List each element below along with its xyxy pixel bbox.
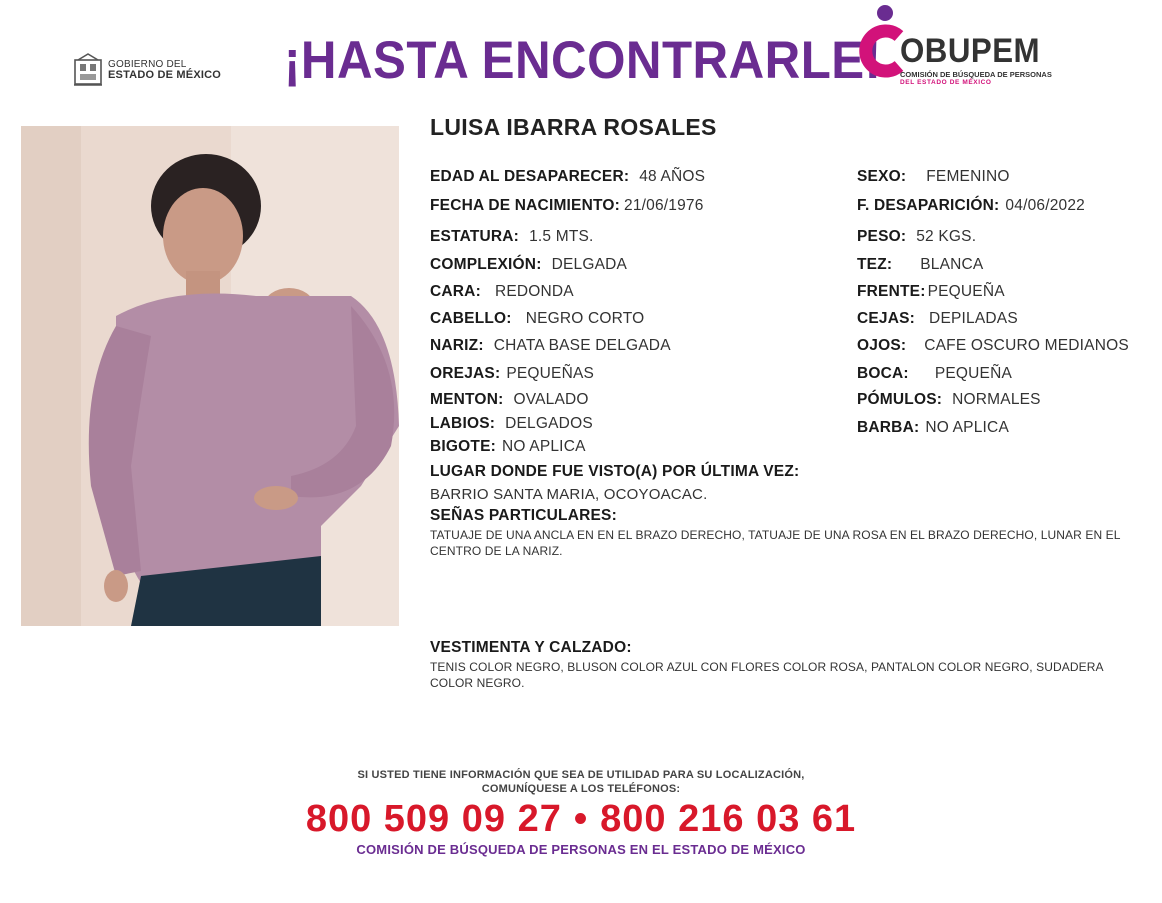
field-lips-value: DELGADOS <box>505 415 593 432</box>
gov-line-1: GOBIERNO DEL <box>108 59 187 70</box>
field-birthdate <box>430 197 704 215</box>
person-photo <box>21 126 399 626</box>
field-cheekbones <box>857 391 1041 409</box>
field-mouth-value: PEQUEÑA <box>934 365 1013 382</box>
field-mouth-label: BOCA: <box>857 365 909 382</box>
field-chin <box>430 391 589 409</box>
field-eyebrows-value: DEPILADAS <box>929 310 1018 327</box>
field-nose-value: CHATA BASE DELGADA <box>493 337 671 354</box>
field-face <box>430 283 574 301</box>
phone-numbers <box>0 798 1162 841</box>
field-mustache <box>430 438 586 456</box>
field-age-label: EDAD AL DESAPARECER: <box>430 168 630 185</box>
field-disappearance-date-value: 04/06/2022 <box>1005 197 1085 214</box>
field-beard-label: BARBA: <box>857 419 920 436</box>
field-beard-value: NO APLICA <box>925 419 1009 436</box>
field-weight <box>857 228 976 246</box>
marks-label: SEÑAS PARTICULARES: <box>430 507 617 524</box>
field-weight-value: 52 KGS. <box>916 228 977 245</box>
marks-value: TATUAJE DE UNA ANCLA EN EN EL BRAZO DERECHO, TATUAJE DE UNA ROSA EN EL BRAZO DERECHO, LUNAR EN EL CENTRO DE LA NARIZ. <box>430 528 1121 558</box>
field-eyes-value: CAFE OSCURO MEDIANOS <box>924 337 1129 354</box>
field-sex <box>857 168 1010 186</box>
clothing-value: TENIS COLOR NEGRO, BLUSON COLOR AZUL CON FLORES COLOR ROSA, PANTALON COLOR NEGRO, SUDADERA COLOR NEGRO. <box>430 660 1103 690</box>
commission-name: COMISIÓN DE BÚSQUEDA DE PERSONAS EN EL ESTADO DE MÉXICO <box>356 842 806 857</box>
field-hair-label: CABELLO: <box>430 310 512 327</box>
field-eyes <box>857 337 1129 355</box>
org-subtitle-1: COMISIÓN DE BÚSQUEDA DE PERSONAS <box>900 70 1052 79</box>
field-complexion <box>857 256 983 274</box>
contact-info <box>0 768 1162 796</box>
gov-line-2: ESTADO DE MÉXICO <box>108 69 222 81</box>
field-face-label: CARA: <box>430 283 481 300</box>
field-beard <box>857 419 1009 437</box>
field-age <box>430 168 705 186</box>
field-eyebrows <box>857 310 1018 328</box>
field-cheekbones-value: NORMALES <box>952 391 1041 408</box>
field-forehead-label: FRENTE: <box>857 283 926 300</box>
field-chin-label: MENTON: <box>430 391 504 408</box>
field-sex-value: FEMENINO <box>926 168 1010 185</box>
field-nose-label: NARIZ: <box>430 337 484 354</box>
field-build-label: COMPLEXIÓN: <box>430 256 542 273</box>
field-age-value: 48 AÑOS <box>639 168 706 185</box>
field-weight-label: PESO: <box>857 228 907 245</box>
field-lips <box>430 415 593 433</box>
field-nose <box>430 337 671 355</box>
field-eyebrows-label: CEJAS: <box>857 310 916 327</box>
org-name: OBUPEM <box>900 32 1041 70</box>
field-height-value: 1.5 MTS. <box>529 228 594 245</box>
field-height <box>430 228 594 246</box>
last-seen-label: LUGAR DONDE FUE VISTO(A) POR ÚLTIMA VEZ: <box>430 463 800 480</box>
headline: ¡HASTA ENCONTRARLE! <box>284 31 882 90</box>
field-birthdate-label: FECHA DE NACIMIENTO: <box>430 197 620 214</box>
org-subtitle-2: DEL ESTADO DE MÉXICO <box>900 79 992 86</box>
field-lips-label: LABIOS: <box>430 415 496 432</box>
field-ears-value: PEQUEÑAS <box>506 365 595 382</box>
field-cheekbones-label: PÓMULOS: <box>857 391 943 408</box>
field-face-value: REDONDA <box>494 283 574 300</box>
field-height-label: ESTATURA: <box>430 228 520 245</box>
field-ears <box>430 365 594 383</box>
state-seal-icon <box>72 52 104 88</box>
contact-info-line-1: SI USTED TIENE INFORMACIÓN QUE SEA DE UTILIDAD PARA SU LOCALIZACIÓN, <box>357 769 805 781</box>
field-eyes-label: OJOS: <box>857 337 907 354</box>
contact-info-line-2: COMUNÍQUESE A LOS TELÉFONOS: <box>481 783 681 795</box>
field-chin-value: OVALADO <box>513 391 589 408</box>
field-mouth <box>857 365 1012 383</box>
field-sex-label: SEXO: <box>857 168 907 185</box>
government-name <box>108 59 221 81</box>
field-build <box>430 256 627 274</box>
field-mustache-value: NO APLICA <box>501 438 586 455</box>
field-disappearance-date <box>857 197 1085 215</box>
field-birthdate-value: 21/06/1976 <box>624 197 704 214</box>
phone-number-2[interactable]: 800 216 03 61 <box>600 798 857 840</box>
field-mustache-label: BIGOTE: <box>430 438 496 455</box>
field-disappearance-date-label: F. DESAPARICIÓN: <box>857 197 1000 214</box>
clothing-label: VESTIMENTA Y CALZADO: <box>430 639 632 656</box>
field-complexion-label: TEZ: <box>857 256 893 273</box>
field-forehead <box>857 283 1005 301</box>
government-logo <box>72 50 232 90</box>
field-build-value: DELGADA <box>551 256 628 273</box>
field-ears-label: OREJAS: <box>430 365 501 382</box>
last-seen-value: BARRIO SANTA MARIA, OCOYOACAC. <box>430 486 708 503</box>
field-forehead-value: PEQUEÑA <box>927 283 1005 300</box>
person-name: LUISA IBARRA ROSALES <box>430 114 717 140</box>
phone-number-1[interactable]: 800 509 09 27 <box>305 798 562 840</box>
phone-separator: • <box>573 798 589 840</box>
field-hair <box>430 310 644 328</box>
field-hair-value: NEGRO CORTO <box>525 310 645 327</box>
field-complexion-value: BLANCA <box>920 256 984 273</box>
